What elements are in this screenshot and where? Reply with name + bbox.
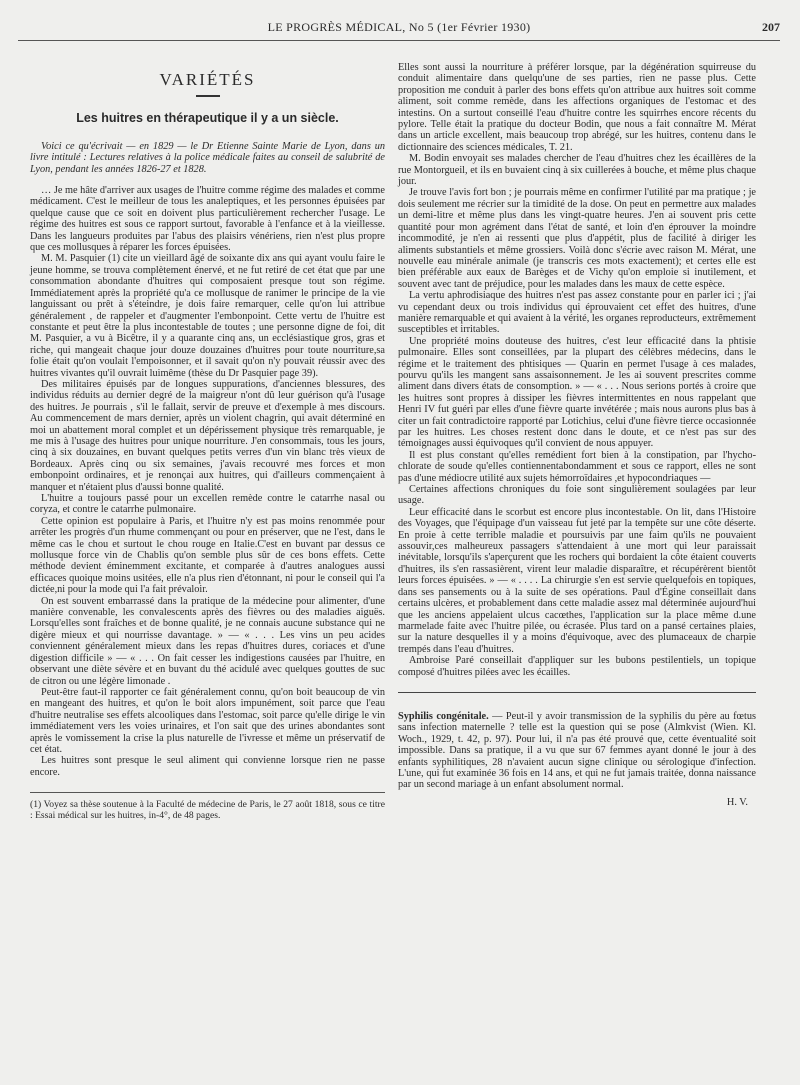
syphilis-heading: Syphilis congénitale. bbox=[398, 710, 489, 722]
syphilis-note bbox=[398, 711, 756, 791]
article-intro: Voici ce qu'écrivait — en 1829 — le Dr Etienne Sainte Marie de Lyon, dans un livre intitulé : Lectures relatives à la police médicale faites au conseil de salubrité de Lyon, pendant les années 1826-27 et 1828. bbox=[30, 140, 385, 175]
footnote-divider bbox=[30, 792, 385, 793]
footnote: (1) Voyez sa thèse soutenue à la Faculté de médecine de Paris, le 27 août 1818, sous ce titre : Essai médical sur les huitres, in-4°, de 48 pages. bbox=[30, 799, 385, 822]
left-column bbox=[30, 62, 385, 821]
syphilis-text: — Peut-il y avoir transmission de la syphilis du père au fœtus sans infection maternelle ? telle est la question qui se pose (Almkvist (Wien. Kl. Woch., 1929, t. 42, p. 97). Pour lui, il n'a pas été prouvé que, cette éventualité soit impossible. Dans sa pratique, il a vu que sur 67 femmes ayant donné le jour à des enfants syphilitiques, 28 n'avaient aucun signe clinique ou sérologique d'infection. L'une, qui fut examinée 36 fois en 14 ans, et qui ne fut jamais traitée, donna naissance par un second mariage à un enfant absolument normal. bbox=[398, 710, 756, 791]
paragraph: Les huitres sont presque le seul aliment qui convienne lorsque rien ne passe encore. bbox=[30, 755, 385, 778]
section-rubric: VARIÉTÉS bbox=[159, 70, 256, 89]
paragraph: Il est plus constant qu'elles remédient fort bien à la constipation, par l'hycho-chlorate de soude qu'elles contiennentabondamment et sous ce rapport, elles ne sont pas d'une médiocre utilité aux sujets hémorroïdaires ,et hypocondriaques — bbox=[398, 449, 756, 484]
paragraph: M. M. Pasquier (1) cite un vieillard âgé de soixante dix ans qui ayant voulu faire le jeune homme, se trouva complètement énervé, et ne fut retiré de cet état que par une consommation abondante d'huitres qui composaient presque tout son régime. Immédiatement après la propriété qu'a ce mollusque de ranimer le principe de la vie languissant ou prêt à s'éteindre, je dois faire remarquer, celle qu'on lui attribue généralement , de rappeler et d'augmenter l'embonpoint. Cette vertu de l'huitre est constante et peut être la plus incontestable de toutes ; une personne digne de foi, dit M. Pasquier, a vu à Bicêtre, il y a quarante cinq ans, un ecclésiastique gros, gras et riche, qui mangeait chaque jour douze douzaines d'huitres pour toute nourriture,sa folie était qu'on voulait l'empoisonner, et il savait qu'on n'y pouvait réussir avec des huitres vivantes qu'il ouvrait luimême (thèse du Dr Pasquier page 39). bbox=[30, 253, 385, 379]
running-header bbox=[18, 18, 780, 41]
paragraph: Leur efficacité dans le scorbut est encore plus incontestable. On lit, dans l'Histoire des Voyages, que l'équipage d'un vaisseau fut jeté par la tempête sur une côte déserte. En proie à cette terrible maladie et poursuivis par une faim qu'ils ne pouvaient assouvir,ces malheureux passagers s'attendaient à une mort qui leur paraissait inévitable, lorsqu'ils s'aperçurent que les rochers qui bordaient la côte étaient couverts d'huitres, ils s'en rassasièrent, virent leur maladie disparaître, et récupérèrent bientôt leurs forces épuisées. » — « . . . . La chirurgie s'en est servie quelquefois en topiques, dans ses pansements ou à la suite de ses opérations. Paul d'Égine conseillait dans certains ulcères, et probablement dans cette maladie assez mal déterminée aujourd'hui que les anciens appelaient ulcus cacœthes, l'application sur la place même d.une marmelade faite avec l'huitre pilée, ou écrasée. Plus tard on a pansé certaines plaies, sur la nature desquelles il y a moins d'équivoque, avec des plumaceaux de charpie trempés dans l'eau d'huitres. bbox=[398, 506, 756, 655]
author-signature: H. V. bbox=[726, 796, 748, 808]
paragraph: … Je me hâte d'arriver aux usages de l'huitre comme régime des malades et comme médicament. C'est le meilleur de tous les analeptiques, et les personnes épuisées par quelque cause que ce soit en doivent plus particulièrement rechercher l'usage. Le régime des huitres est sous ce rapport surtout, favorable à l'enfance et à la vieillesse. Dans les langueurs produites par l'abus des plaisirs vénériens, rien n'est plus propre que ces mollusques à réparer les forces épuisées. bbox=[30, 185, 385, 254]
section-divider bbox=[398, 692, 756, 693]
paragraph: M. Bodin envoyait ses malades chercher de l'eau d'huitres chez les écaillères de la rue Montorgueil, et ils en buvaient cinq à six cuillerées à bouche, et même plus chaque jour. bbox=[398, 153, 756, 188]
paragraph: Une propriété moins douteuse des huitres, c'est leur efficacité dans la phtisie pulmonaire. Elles sont conseillées, par la plupart des célèbres médecins, dans le régime et le traitement des phtisiques — Quarin en permet l'usage à ces malades, pourvu qu'ils les mangent sans assaisonnement. Je les ai souvent prescrites comme aliment dans divers états de consomption. » — « . . . Nous serions portés à croire que les huitres sont propres à dissiper les fièvres intermittentes en nous rappelant que Henri IV fut guéri par elles d'une fièvre quarte invétérée ; mais nous aurons plus bas à citer un fait contradictoire rapporté par Lotichius, celui d'une fièvre tierce occasionnée par les huitres. Les choses restent donc dans le doute, et ce n'est pas sur des témoignages aussi équivoques qu'il convient de nous appuyer. bbox=[398, 335, 756, 450]
right-column bbox=[398, 62, 756, 808]
journal-title: LE PROGRÈS MÉDICAL, No 5 (1er Février 1930) bbox=[267, 20, 531, 34]
paragraph: La vertu aphrodisiaque des huitres n'est pas assez constante pour en parler ici ; j'ai vu cependant deux ou trois individus qui éprouvaient cet effet des huitres, d'une manière remarquable et qui avaient à la vérité, les organes reproducteurs, extrêmement susceptibles et irritables. bbox=[398, 290, 756, 336]
paragraph: Cette opinion est populaire à Paris, et l'huitre n'y est pas moins renommée pour arrêter les progrès d'un rhume commençant ou pour en préserver, que ne l'est, dans le même cas le chou et surtout le chou rouge en Italie.C'est en buvant par dessus ce mollusque force vin de Chablis qu'on semble plus sûr de ces bons effets. Cette méthode devient éminemment excitante, et comparée à d'autres analogues aussi efficaces quoique moins usitées, elle n'a plus rien d'étonnant, ni pour le conseil qui l'a dictée,ni pour la mode qui l'a fait prévaloir. bbox=[30, 515, 385, 596]
paragraph: Des militaires épuisés par de longues suppurations, d'anciennes blessures, des individus réduits au dernier degré de la maigreur n'ont dû leur guérison qu'à l'usage des huitres. Je pourrais , s'il le fallait, servir de preuve et d'exemple à mes discours. Au commencement de mars dernier, après un violent chagrin, qui avait déterminé en moi un abattement moral complet et un dépérissement physique très remarquable, je me mis à l'usage des huitres pour unique nourriture. J'en consommais, tous les jours, cinq à six douzaines, en buvant quelques petits verres d'un vin blanc très vieux de Bordeaux. Après cinq ou six semaines, j'avais recouvré mes forces et mon embonpoint ordinaires, et je renonçai aux huitres, qui d'ailleurs commençaient à manquer et n'étaient plus d'aussi bonne qualité. bbox=[30, 378, 385, 493]
paragraph: Je trouve l'avis fort bon ; je pourrais même en confirmer l'utilité par ma pratique ; je dois seulement me récrier sur la timidité de la dose. On peut en permettre aux malades un demi-litre et même plus dans les vingt-quatre heures. J'en ai souvent pris cette quantité pour mon agrément dans l'état de santé, et loin d'en éprouver la moindre incommodité, je n'en ai ressenti que plus d'appétit, plus de facilité à diriger les aliments substantiels et même grossiers. Voilà donc s'écrie avec raison M. Mérat, une nouvelle eau minérale animale (je transcris ces mots exactement); et certes elle est bien préférable aux eaux de Barèges et de Vichy qu'on emploie si inutilement, et souvent avec tant de préjudice, pour les malades dans les maux de cette espèce. bbox=[398, 187, 756, 290]
paragraph: L'huitre a toujours passé pour un excellen remède contre le catarrhe nasal ou coryza, et contre le catarrhe pulmonaire. bbox=[30, 493, 385, 516]
paragraph: Elles sont aussi la nourriture à préférer lorsque, par la dégénération squirreuse du conduit alimentaire dans quelqu'une de ses parties, rien ne passe plus. Cette proposition me conduit à parler des bons effets qu'on attribue aux huitres soit comme aliment, soit comme remède, dans les affections organiques de l'estomac et des intestins. On a surtout conseillé l'eau d'huitre contre les squirrhes encore récents du pylore. Telle était la pratique du docteur Bodin, que nous a fait connaître M. Mérat dans un article excellent, mais beaucoup trop abrégé, sur les huitres, contenu dans le dictionnaire des sciences médicales, T. 21. bbox=[398, 62, 756, 153]
page-number: 207 bbox=[762, 20, 780, 34]
article-title: Les huitres en thérapeutique il y a un siècle. bbox=[76, 111, 339, 126]
paragraph: Peut-être faut-il rapporter ce fait généralement connu, qu'on boit beaucoup de vin en mangeant des huitres, et qu'on le boit alors impunément, soit parce que l'eau d'huitre neutralise ses effets alcooliques dans l'estomac, soit parce qu'elle dirige le vin immédiatement vers les voies urinaires, et l'on sait que des urines abondantes sont après le vomissement la crise la plus naturelle de l'ivresse et même un préservatif de cet état. bbox=[30, 686, 385, 755]
paragraph: Certaines affections chroniques du foie sont singulièrement soulagées par leur usage. bbox=[398, 484, 756, 507]
paragraph: On est souvent embarrassé dans la pratique de la médecine pour alimenter, d'une manière convenable, les convalescents après des fièvres ou des maladies aiguës. Lorsqu'elles sont fraîches et de bonne qualité, je ne connais aucune substance qui ne digère mieux et qui nourrisse davantage. » — « . . . Les vins un peu acides conviennent généralement mieux dans les repas d'huitres dures, coriaces et d'une digestion difficile » — « . . . On fait cesser les indigestions causées par l'huitre, en observant une diète sévère et en buvant du thé acidulé avec quelques gouttes de suc de citron ou une légère limonade . bbox=[30, 595, 385, 687]
rubric-divider bbox=[196, 95, 220, 97]
paragraph: Ambroise Paré conseillait d'appliquer sur les bubons pestilentiels, un topique composé d'huitres pilées avec les écailles. bbox=[398, 655, 756, 678]
